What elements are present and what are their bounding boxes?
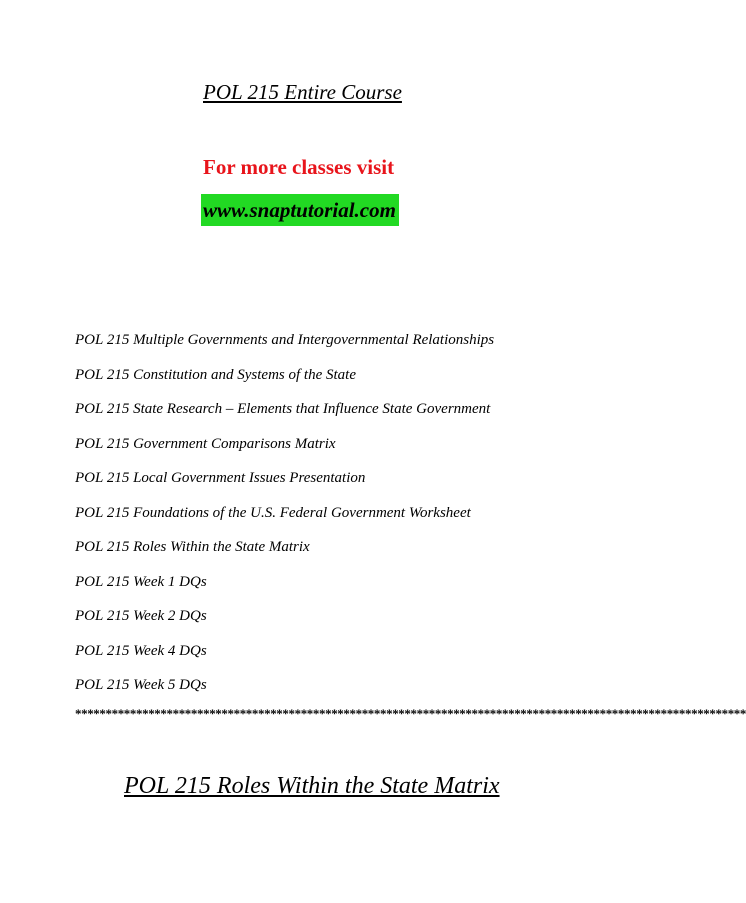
list-item: POL 215 Roles Within the State Matrix: [75, 539, 310, 555]
promo-text: For more classes visit: [203, 155, 395, 179]
list-item: POL 215 Local Government Issues Presentation: [75, 470, 366, 486]
list-item: POL 215 Week 2 DQs: [75, 608, 207, 624]
list-item: POL 215 Government Comparisons Matrix: [75, 435, 336, 452]
list-item: POL 215 Week 4 DQs: [75, 642, 207, 659]
list-item: POL 215 State Research – Elements that Influence State Government: [75, 401, 491, 417]
list-item: POL 215 Constitution and Systems of the State: [75, 366, 356, 383]
list-item: POL 215 Week 5 DQs: [75, 677, 207, 693]
list-item: POL 215 Foundations of the U.S. Federal Government Worksheet: [75, 504, 471, 521]
asterisk-separator: **************************************************************************************************************: [75, 706, 746, 721]
list-item: POL 215 Week 1 DQs: [75, 573, 207, 590]
site-link[interactable]: www.snaptutorial.com: [201, 194, 399, 226]
course-list: [75, 330, 494, 710]
list-item: POL 215 Multiple Governments and Intergovernmental Relationships: [75, 332, 495, 348]
section-heading: POL 215 Roles Within the State Matrix: [124, 773, 500, 799]
page-title: POL 215 Entire Course: [203, 80, 402, 104]
